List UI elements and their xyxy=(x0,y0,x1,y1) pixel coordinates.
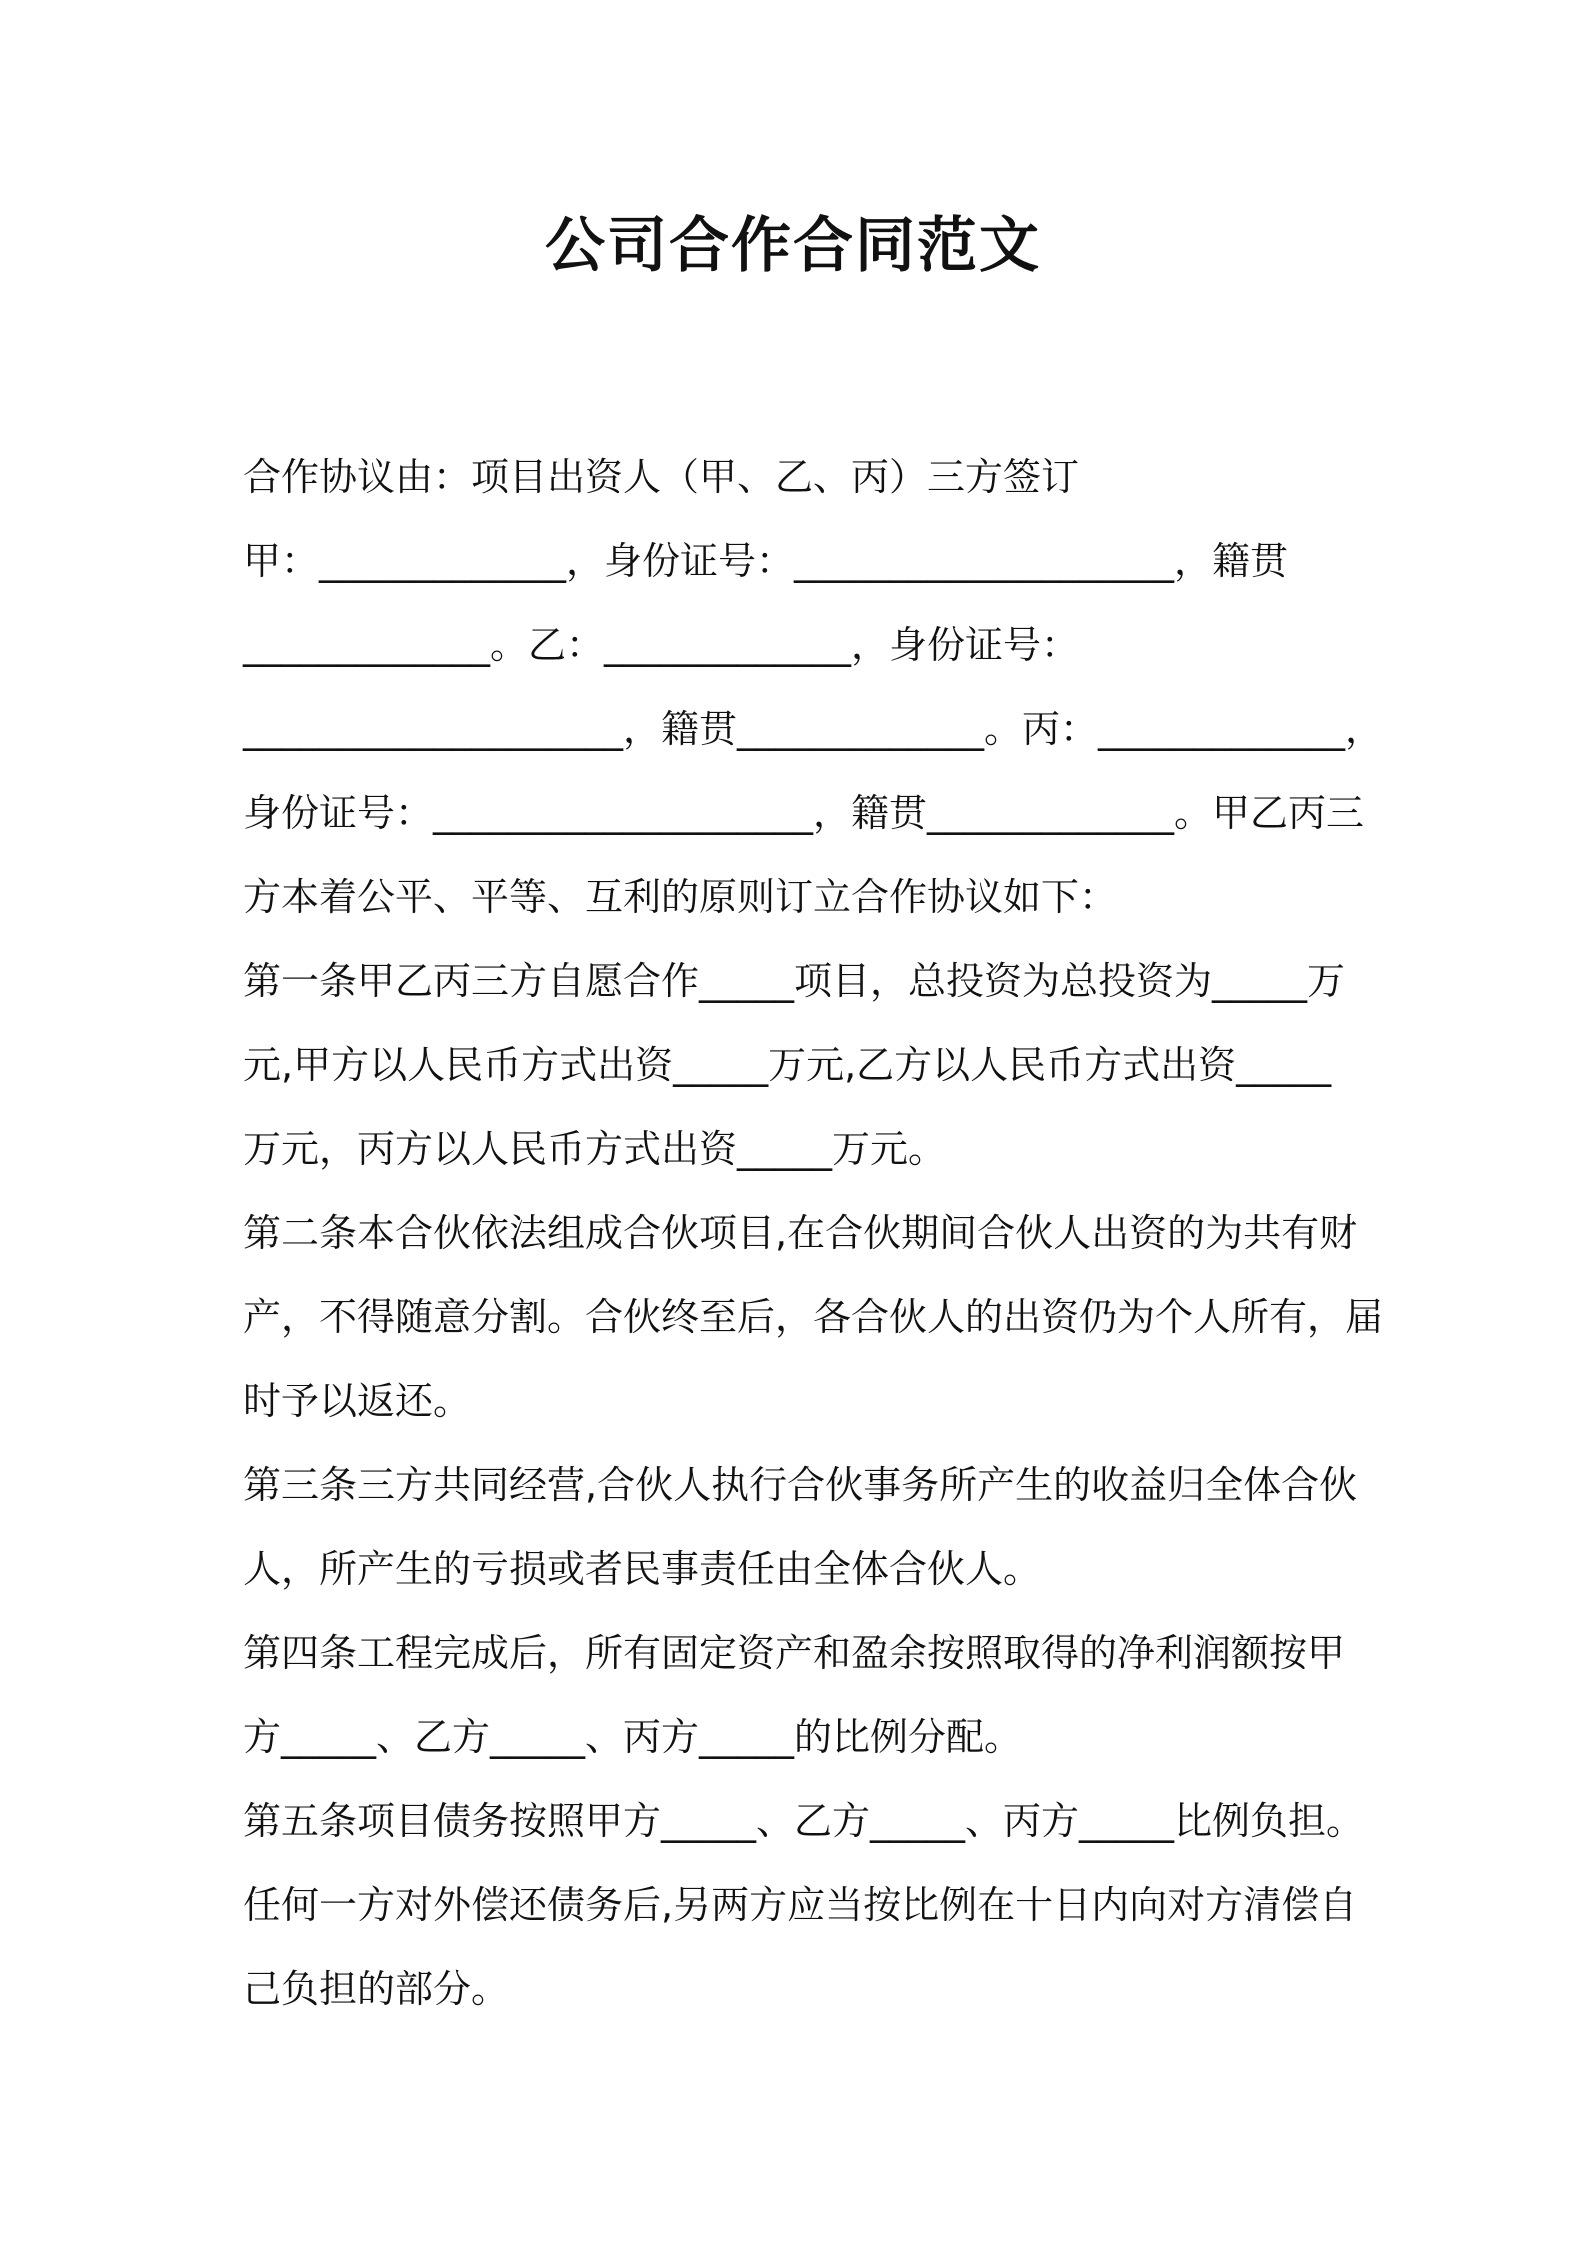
body-line: 方本着公平、平等、互利的原则订立合作协议如下： xyxy=(243,875,1118,919)
article-1-line: 第一条甲乙丙三方自愿合作_____项目，总投资为总投资为_____万 xyxy=(243,959,1346,1003)
article-1-line: 万元，丙方以人民币方式出资_____万元。 xyxy=(243,1127,947,1171)
article-5-line: 任何一方对外偿还债务后,另两方应当按比例在十日内向对方清偿自 xyxy=(243,1883,1358,1927)
article-4-line: 方_____、乙方_____、丙方_____的比例分配。 xyxy=(243,1715,1023,1759)
article-2-line: 第二条本合伙依法组成合伙项目,在合伙期间合伙人出资的为共有财 xyxy=(243,1211,1358,1255)
article-4-line: 第四条工程完成后，所有固定资产和盈余按照取得的净利润额按甲 xyxy=(243,1631,1346,1675)
body-line: 身份证号：____________________，籍贯_____________。甲乙丙三 xyxy=(243,791,1365,835)
document-title: 公司合作合同范文 xyxy=(545,211,1041,281)
body-line: 合作协议由：项目出资人（甲、乙、丙）三方签订 xyxy=(243,455,1080,499)
body-line: 甲：_____________，身份证号：____________________，籍贯 xyxy=(243,539,1289,583)
article-3-line: 人，所产生的亏损或者民事责任由全体合伙人。 xyxy=(243,1547,1042,1591)
article-2-line: 时予以返还。 xyxy=(243,1379,472,1423)
body-line: ____________________，籍贯_____________。丙：_____________， xyxy=(243,707,1384,751)
article-2-line: 产，不得随意分割。合伙终至后，各合伙人的出资仍为个人所有，届 xyxy=(243,1295,1384,1339)
article-5-line: 己负担的部分。 xyxy=(243,1967,510,2011)
article-1-line: 元,甲方以人民币方式出资_____万元,乙方以人民币方式出资_____ xyxy=(243,1043,1332,1087)
article-3-line: 第三条三方共同经营,合伙人执行合伙事务所产生的收益归全体合伙 xyxy=(243,1463,1358,1507)
body-line: _____________。乙：_____________，身份证号： xyxy=(243,623,1080,667)
article-5-line: 第五条项目债务按照甲方_____、乙方_____、丙方_____比例负担。 xyxy=(243,1799,1365,1843)
